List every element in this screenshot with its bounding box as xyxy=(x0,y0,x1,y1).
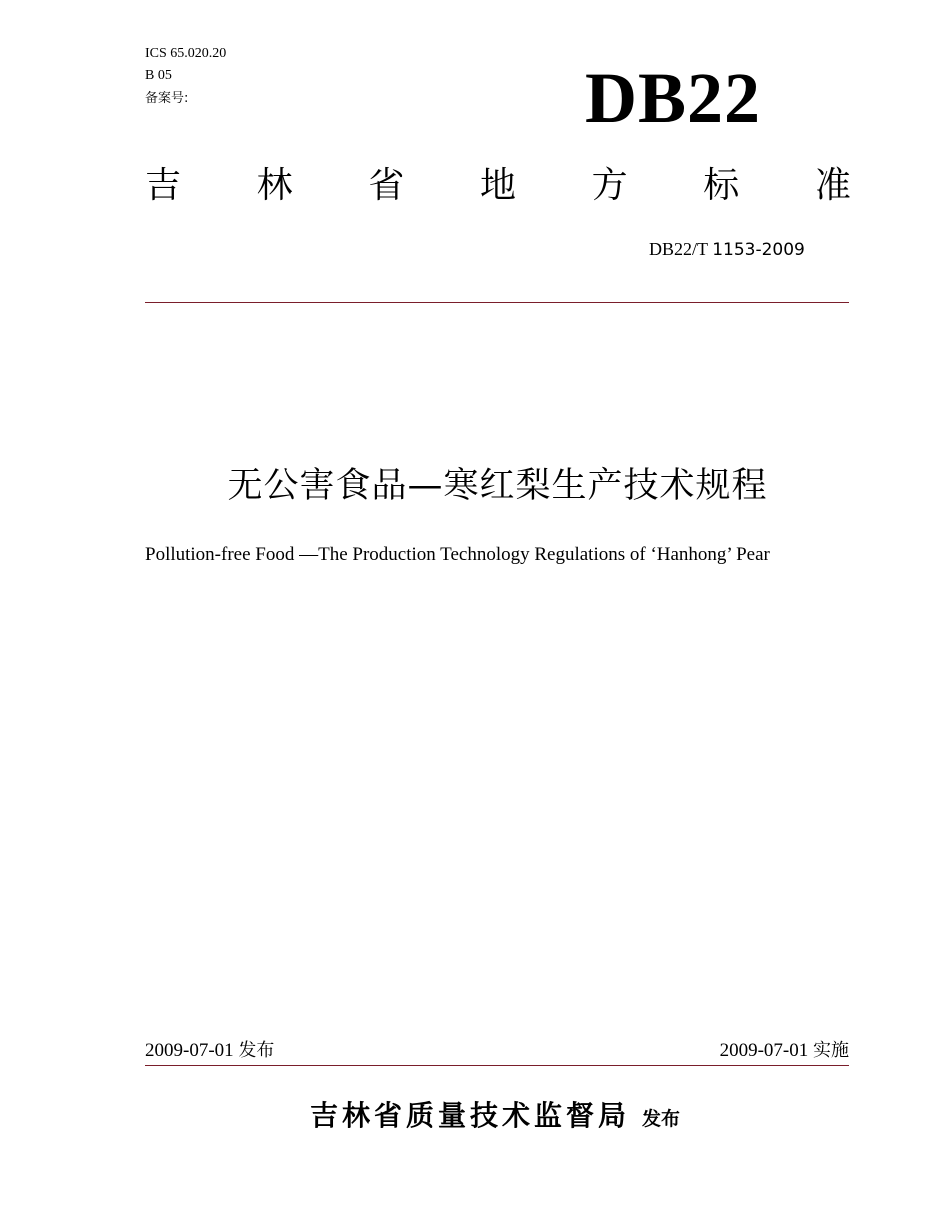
implementation-date-value: 2009-07-01 xyxy=(719,1040,809,1061)
standard-type-char: 准 xyxy=(814,165,851,206)
document-title-en: Pollution-free Food —The Production Technology Regulations of ‘Hanhong’ Pear xyxy=(145,544,770,565)
document-title-cn: 无公害食品—寒红梨生产技术规程 xyxy=(227,466,768,506)
standard-type-char: 省 xyxy=(368,165,405,206)
header-divider xyxy=(145,302,849,303)
standard-number-suffix: 1153-2009 xyxy=(712,240,805,260)
issuing-authority: 吉林省质量技术监督局 xyxy=(309,1099,630,1132)
release-date xyxy=(145,1040,274,1062)
release-date-value: 2009-07-01 xyxy=(145,1040,234,1061)
standard-type-char: 标 xyxy=(703,165,740,206)
standard-type-char: 林 xyxy=(256,165,293,206)
implementation-label: 实施 xyxy=(813,1040,849,1061)
standard-number xyxy=(649,238,805,261)
filing-number-label: 备案号: xyxy=(145,91,189,106)
issuer-line xyxy=(0,1094,950,1134)
standard-prefix-logo: DB22 xyxy=(585,58,762,138)
standard-type-char: 吉 xyxy=(145,165,182,206)
standard-type-heading xyxy=(145,164,851,208)
classification-code: B 05 xyxy=(145,68,172,83)
footer-divider xyxy=(145,1065,849,1066)
standard-type-char: 方 xyxy=(591,165,628,206)
standard-number-prefix: DB22/T xyxy=(649,239,713,259)
implementation-date xyxy=(720,1040,849,1062)
standard-type-char: 地 xyxy=(479,165,516,206)
ics-code: ICS 65.020.20 xyxy=(145,46,227,61)
issuer-action: 发布 xyxy=(642,1108,681,1130)
release-label: 发布 xyxy=(238,1040,275,1061)
